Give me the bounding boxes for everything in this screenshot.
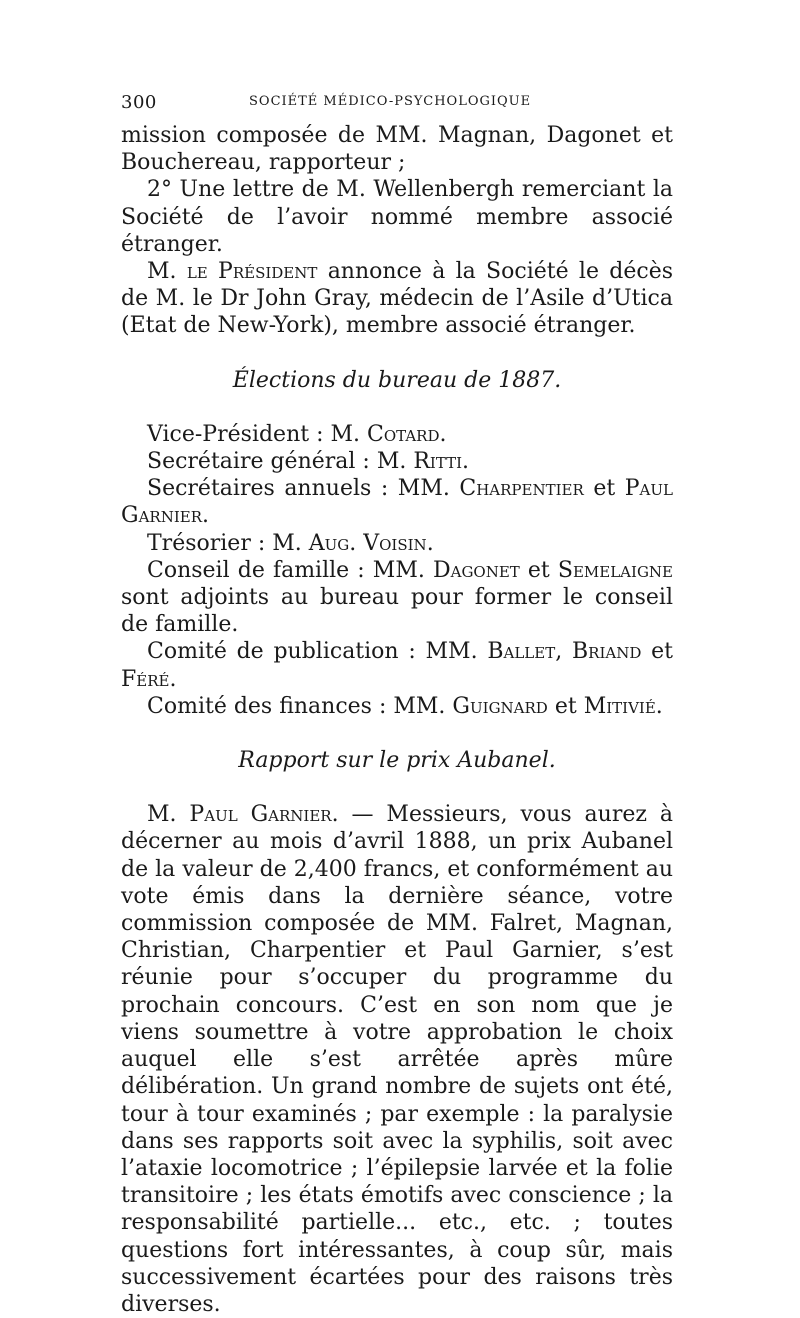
paragraph-letter: 2° Une lettre de M. Wellenbergh remerciant la Société de l’avoir nommé membre associé étranger. — [121, 177, 673, 257]
elections-list — [121, 421, 673, 720]
page-body — [121, 122, 673, 1318]
election-publication-committee: Comité de publication : MM. Ballet, Briand et Féré. — [121, 639, 673, 692]
election-vice-president: Vice-Président : M. Cotard. — [147, 421, 447, 447]
paragraph-president — [121, 258, 673, 340]
election-finance-committee: Comité des finances : MM. Guignard et Mitivié. — [147, 693, 663, 719]
heading-report: Rapport sur le prix Aubanel. — [238, 748, 556, 774]
running-title: SOCIÉTÉ MÉDICO-PSYCHOLOGIQUE — [249, 94, 532, 109]
election-annual-secretaries: Secrétaires annuels : MM. Charpentier et Paul Garnier. — [121, 476, 673, 529]
election-family-council: Conseil de famille : MM. Dagonet et Semelaigne sont adjoints au bureau pour former le conseil de famille. — [121, 557, 673, 638]
president-text: annonce à la Société le décès de M. le Dr John Gray, médecin de l’Asile d’Utica (Etat de New-York), membre associé étranger. — [121, 259, 673, 339]
heading-elections: Élections du bureau de 1887. — [232, 367, 562, 393]
paragraph-commission: mission composée de MM. Magnan, Dagonet et Bouchereau, rapporteur ; — [121, 123, 673, 176]
election-secretary-general: Secrétaire général : M. Ritti. — [147, 449, 470, 475]
election-treasurer: Trésorier : M. Aug. Voisin. — [147, 530, 434, 556]
report-text: . — Messieurs, vous aurez à décerner au mois d’avril 1888, un prix Aubanel de la valeur de 2,400 francs, et conformément au vote émis dans la dernière séance, votre commission composée de MM. Falret, Magnan, Christian, Charpentier et Paul Garnier, s’est réunie pour s’occuper du programme du prochain concours. C’est en son nom que je viens soumettre à votre approbation le choix auquel elle s’est arrêtée après mûre délibération. Un grand nombre de sujets ont été, tour à tour examinés ; par exemple : la paralysie dans ses rapports soit avec la syphilis, soit avec l’ataxie locomotrice ; l’épilepsie larvée et la folie transitoire ; les états émotifs avec conscience ; la responsabilité partielle... etc., etc. ; toutes questions fort intéressantes, à coup sûr, mais successivement écartées pour des raisons très diverses. — [121, 802, 673, 1317]
paragraph-report — [121, 801, 673, 1318]
report-speaker: M. Paul Garnier — [147, 802, 332, 828]
page-number: 300 — [121, 92, 157, 113]
president-label: M. le Président — [147, 259, 318, 285]
